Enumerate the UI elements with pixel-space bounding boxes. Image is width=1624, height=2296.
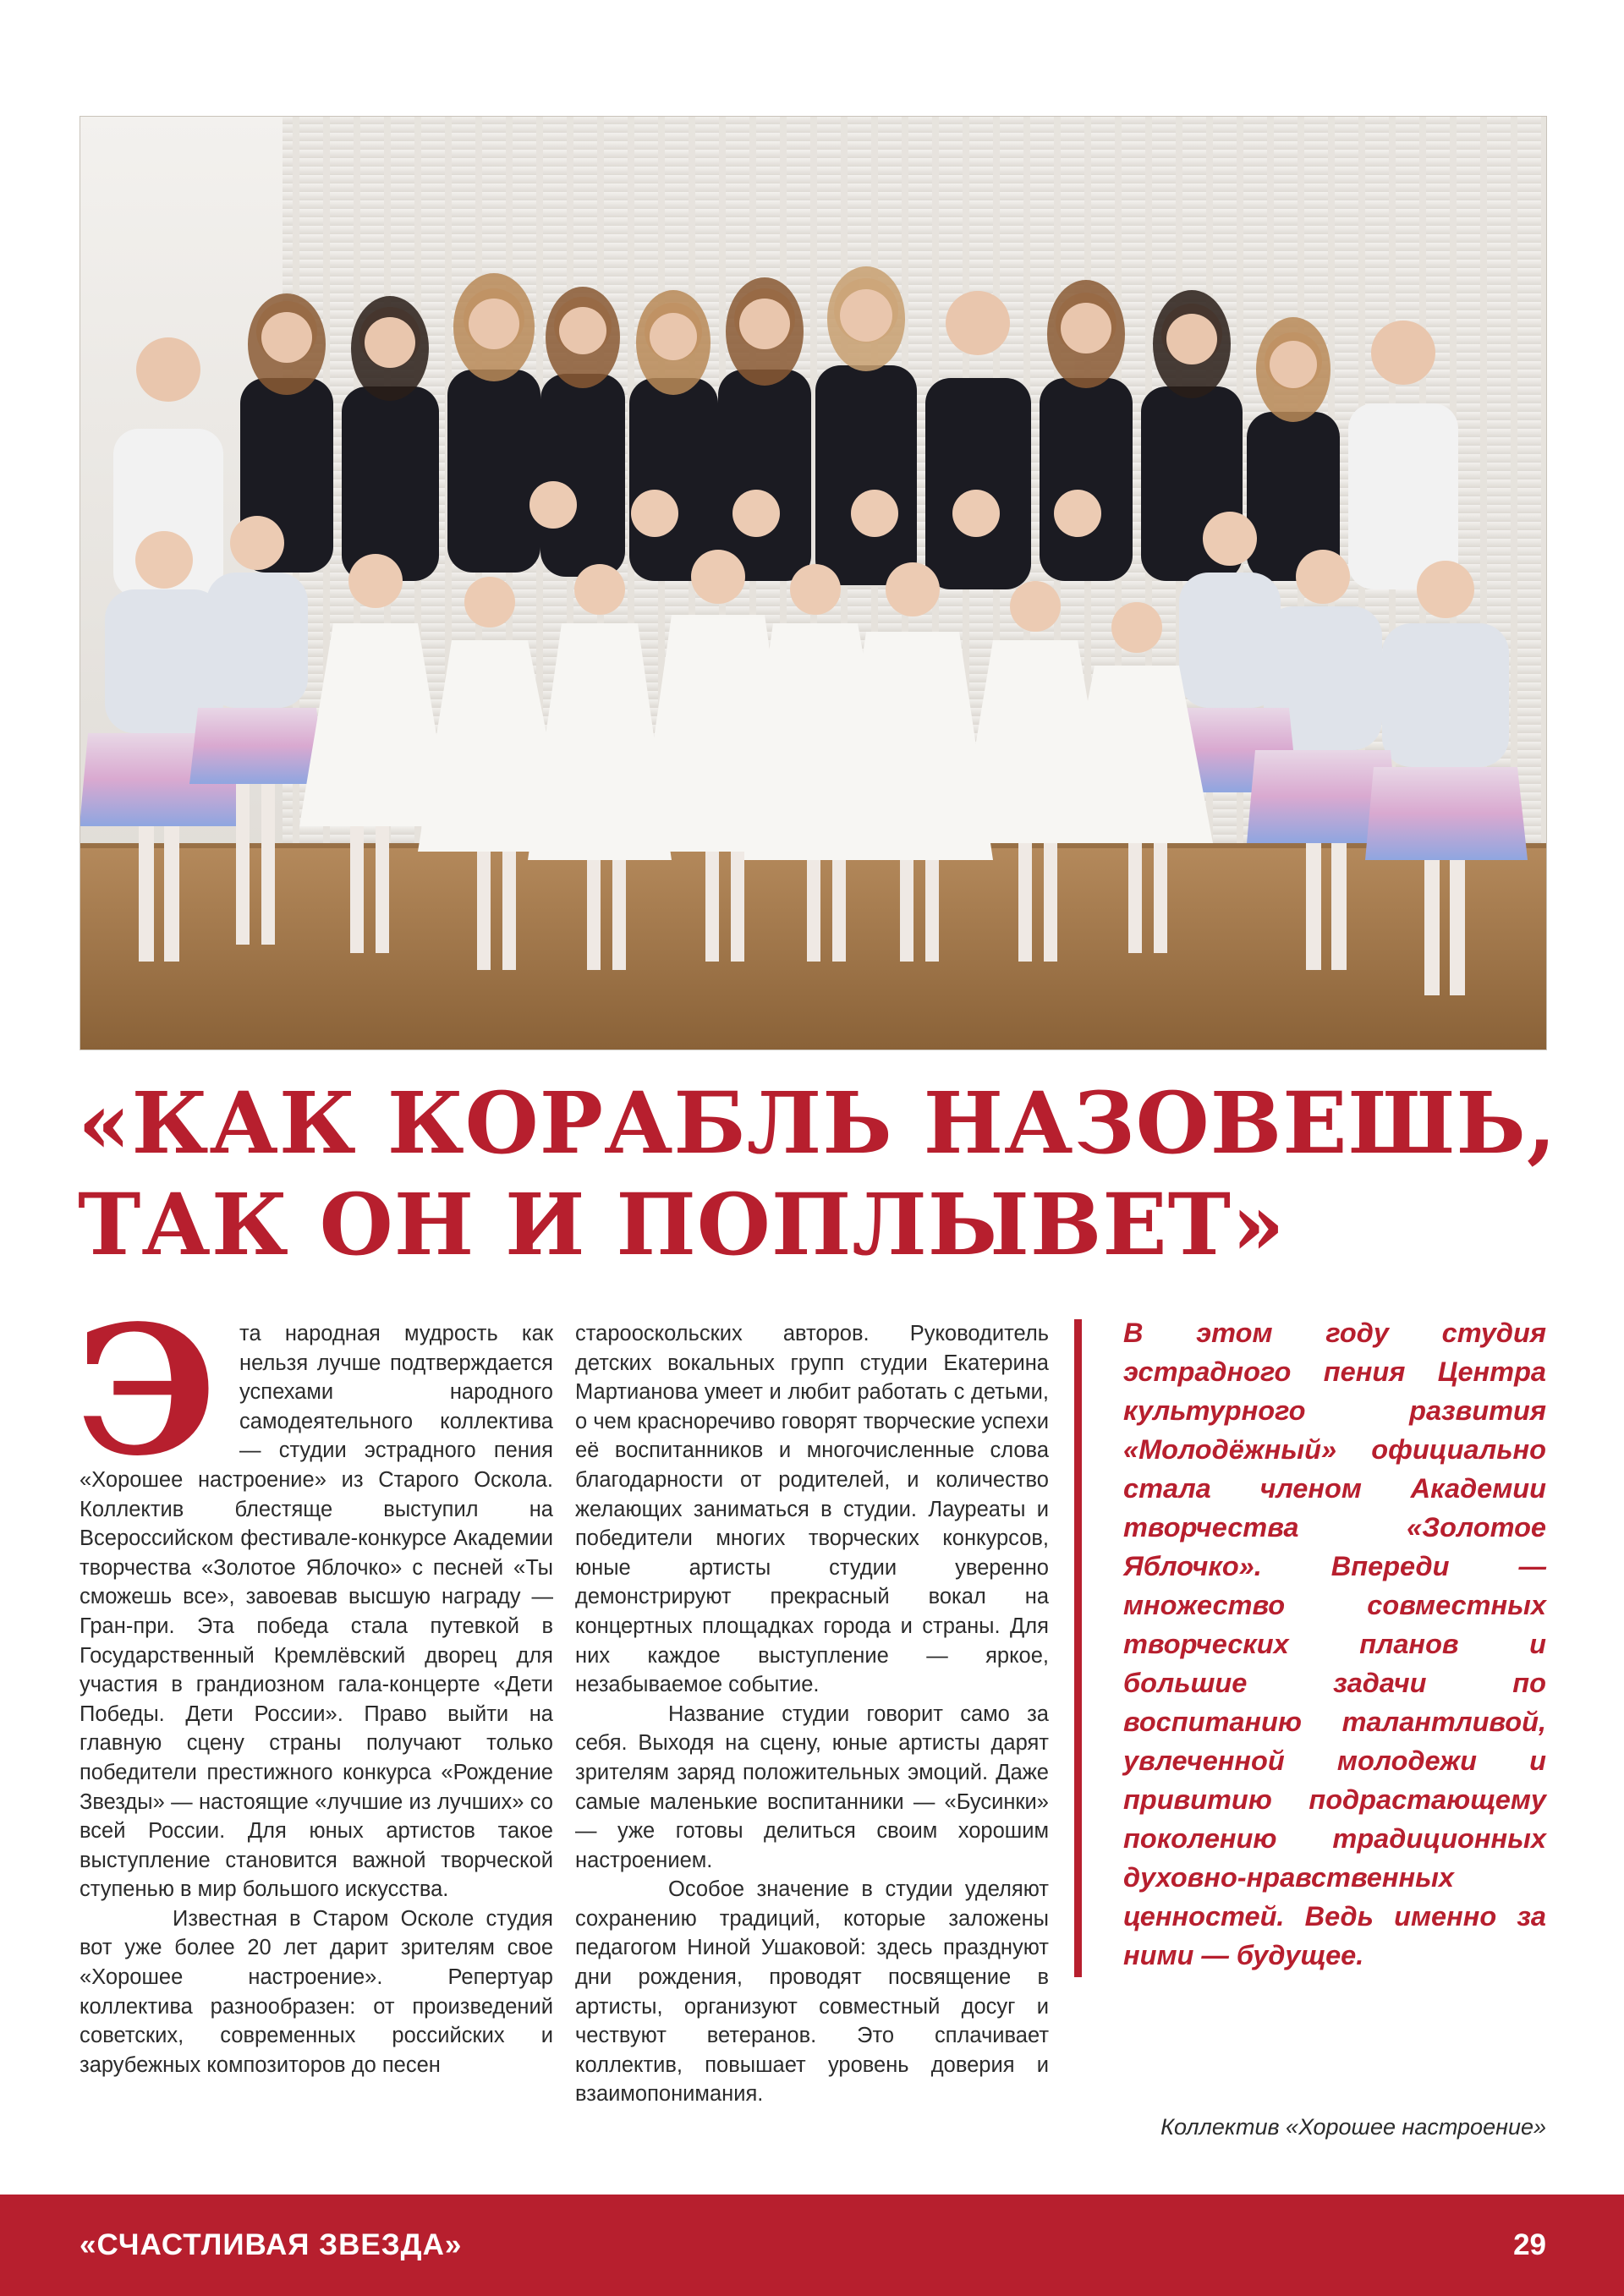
headline-line-2: ТАК ОН И ПОПЛЫВЕТ»: [78, 1175, 1286, 1274]
article-headline: [78, 1072, 1566, 1275]
article-column-1: [76, 1286, 553, 2080]
page-number: 29: [1513, 2228, 1546, 2261]
pull-quote: В этом году студия эстрадного пения Центра культурного развития «Молодёжный» официально стала членом Академии творчества «Золотое Яблочко». Впереди — множество совместных творческих планов и большие задачи по воспитанию талантливой, увлеченной молодежи и привитию подрастающему поколению традиционных духовно-нравственных ценностей. Ведь именно за ними — будущее.: [1123, 1318, 1546, 1970]
group-photo: [80, 116, 1547, 1050]
publication-title: «СЧАСТЛИВАЯ ЗВЕЗДА»: [80, 2228, 463, 2261]
photo-caption: Коллектив «Хорошее настроение»: [1160, 2114, 1546, 2140]
paragraph-text: та народная мудрость как нельзя лучше подтверждается успехами народного самодеятельного коллектива — студии эстрадного пения «Хорошее настроение» из Старого Оскола. Коллектив блестяще выступил на Всероссийском фестивале-конкурсе Академии творчества «Золотое Яблочко» с песней «Ты сможешь все», завоевав высшую награду — Гран-при. Эта победа стала путевкой в Государственный Кремлёвский дворец для участия в грандиозном гала-концерте «Дети Победы. Дети России». Право выйти на главную сцену страны получают только победители престижного конкурса «Рождение Звезды» — настоящие «лучшие из лучших» со всей России. Для юных артистов такое выступление становится важной творческой ступенью в мир большого искусства.: [80, 1322, 553, 1902]
article-paragraph: Известная в Старом Осколе студия вот уже более 20 лет дарит зрителям свое «Хорошее настроение». Репертуар коллектива разнообразен: от произведений советских, современных российских и зарубежных композиторов до песен: [80, 1906, 553, 2077]
quote-accent-bar: [1074, 1319, 1082, 1977]
article-paragraph: Особое значение в студии уделяют сохранению традиций, которые заложены педагогом Ниной Ушаковой: здесь празднуют дни рождения, проводят посвящение в артисты, организуют совместный досуг и чествуют ветеранов. Это сплачивает коллектив, повышает уровень доверия и взаимопонимания.: [575, 1877, 1049, 2107]
article-column-2: [575, 1319, 1049, 2109]
article-paragraph: [76, 1286, 553, 1904]
headline-line-1: «КАК КОРАБЛЬ НАЗОВЕШЬ,: [78, 1073, 1557, 1173]
page-footer: [0, 2195, 1624, 2296]
drop-cap: Э: [76, 1286, 218, 1495]
article-paragraph: Название студии говорит само за себя. Выходя на сцену, юные артисты дарят зрителям заряд положительных эмоций. Даже самые маленькие воспитанники — «Бусинки» — уже готовы делиться своим хорошим настроением.: [575, 1701, 1049, 1872]
article-paragraph: старооскольских авторов. Руководитель детских вокальных групп студии Екатерина Мартианова умеет и любит работать с детьми, о чем красноречиво говорят творческие успехи её воспитанников и многочисленные слова благодарности от родителей, и количество желающих заниматься в студии. Лауреаты и победители многих творческих конкурсов, юные артисты студии уверенно демонстрируют прекрасный вокал на концертных площадках города и страны. Для них каждое выступление — яркое, незабываемое событие.: [575, 1322, 1049, 1697]
